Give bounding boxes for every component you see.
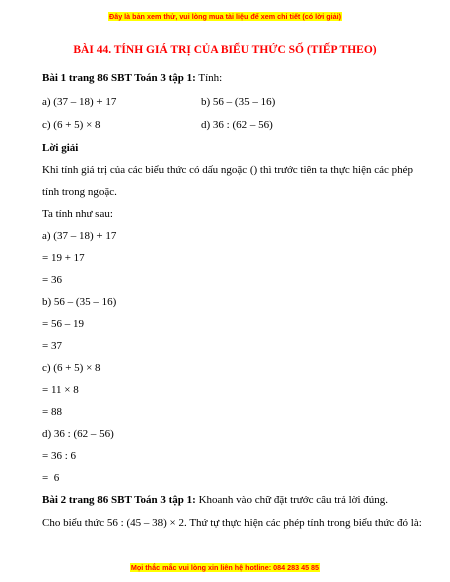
solution-heading-text: Lời giải (42, 142, 79, 154)
solution-intro-line-3: Ta tính như sau: (42, 208, 113, 220)
preview-notice-text: Đây là bản xem thử, vui lòng mua tài liệu để xem chi tiết (có lời giải) (109, 12, 341, 21)
exercise-1-item-a: a) (37 – 18) + 17 (42, 96, 117, 108)
solution-step: b) 56 – (35 – 16) (42, 296, 117, 308)
exercise-1-item-b: b) 56 – (35 – 16) (201, 96, 276, 108)
solution-step: = 37 (42, 340, 62, 352)
solution-step: c) (6 + 5) × 8 (42, 362, 101, 374)
exercise-2-header (42, 493, 388, 507)
preview-notice-banner (0, 12, 450, 21)
exercise-1-header (42, 71, 222, 85)
solution-step: = 88 (42, 406, 62, 418)
solution-step: = 36 (42, 274, 62, 286)
solution-step: d) 36 : (62 – 56) (42, 428, 114, 440)
exercise-2-heading: Bài 2 trang 86 SBT Toán 3 tập 1: (42, 494, 196, 506)
solution-intro-line-2: tính trong ngoặc. (42, 186, 117, 198)
solution-step: = 56 – 19 (42, 318, 84, 330)
exercise-1-item-c: c) (6 + 5) × 8 (42, 119, 101, 131)
solution-step: a) (37 – 18) + 17 (42, 230, 117, 242)
exercise-1-item-d: d) 36 : (62 – 56) (201, 119, 273, 131)
solution-step: = 11 × 8 (42, 384, 79, 396)
solution-step: = 6 (42, 472, 60, 484)
exercise-1-prompt: Tính: (198, 72, 223, 84)
lesson-title: BÀI 44. TÍNH GIÁ TRỊ CỦA BIỂU THỨC SỐ (TIẾP THEO) (73, 44, 377, 56)
solution-heading (42, 141, 78, 155)
solution-step: = 19 + 17 (42, 252, 85, 264)
solution-intro-line-1: Khi tính giá trị của các biểu thức có dấu ngoặc () thì trước tiên ta thực hiện các phép (42, 164, 413, 176)
hotline-text: Mọi thắc mắc vui lòng xin liên hệ hotline: 084 283 45 85 (130, 563, 320, 572)
exercise-1-heading: Bài 1 trang 86 SBT Toán 3 tập 1: (42, 72, 196, 84)
exercise-2-question: Cho biểu thức 56 : (45 – 38) × 2. Thứ tự thực hiện các phép tính trong biểu thức đó là: (42, 517, 422, 529)
solution-step: = 36 : 6 (42, 450, 77, 462)
hotline-banner (0, 563, 450, 572)
exercise-1-row-2 (42, 118, 422, 132)
exercise-2-prompt: Khoanh vào chữ đặt trước câu trả lời đúng. (198, 494, 389, 506)
exercise-1-row-1 (42, 95, 422, 109)
